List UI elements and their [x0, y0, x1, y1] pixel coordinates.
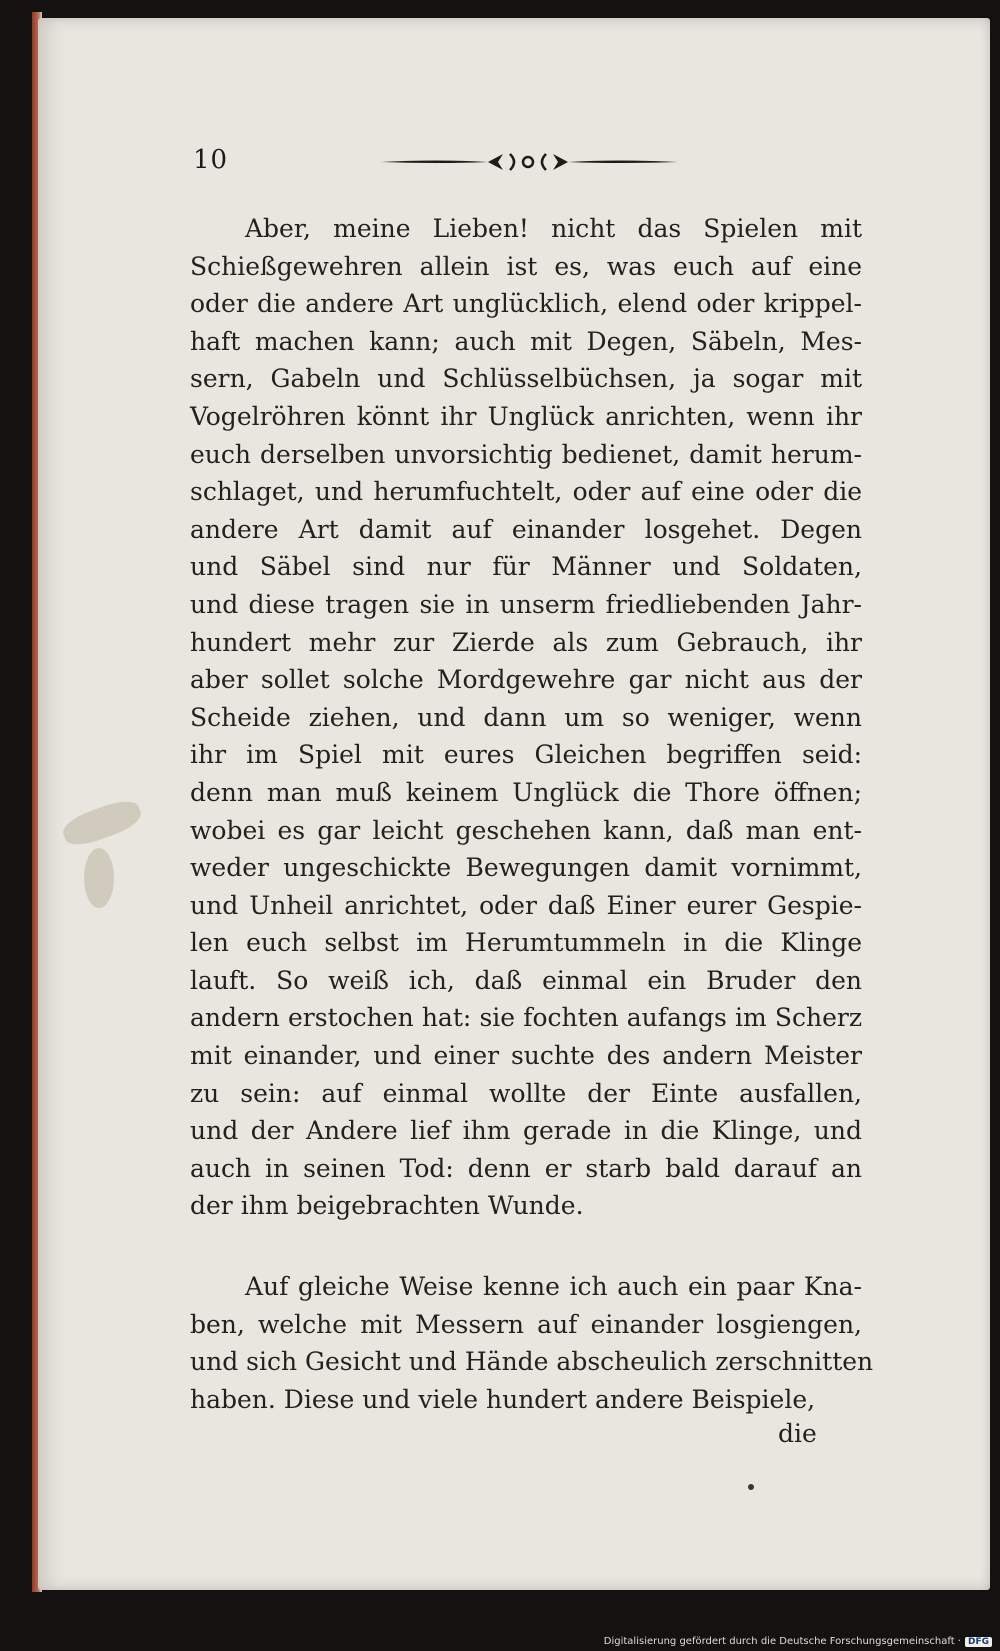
text-line: zu sein: auf einmal wollte der Einte ausfallen,	[190, 1078, 862, 1108]
header-ornament	[378, 144, 688, 180]
catchword: die	[778, 1419, 817, 1448]
text-line: wobei es gar leicht geschehen kann, daß man ent-	[190, 815, 862, 845]
text-line: haben. Diese und viele hundert andere Beispiele,	[190, 1384, 816, 1414]
dfg-logo: DFG	[965, 1637, 992, 1647]
text-line: andere Art damit auf einander losgehet. Degen	[190, 514, 862, 544]
page-number: 10	[193, 145, 229, 175]
text-line: hundert mehr zur Zierde als zum Gebrauch, ihr	[190, 627, 862, 657]
text-line: und Unheil anrichtet, oder daß Einer eurer Gespie-	[190, 890, 862, 920]
text-line: und sich Gesicht und Hände abscheulich zerschnitten	[190, 1347, 874, 1377]
text-line: auch in seinen Tod: denn er starb bald darauf an	[190, 1153, 862, 1183]
text-line: oder die andere Art unglücklich, elend oder krippel-	[190, 289, 862, 319]
paragraph	[190, 210, 862, 1225]
text-line: andern erstochen hat: sie fochten aufangs im Scherz	[190, 1003, 862, 1033]
text-line: euch derselben unvorsichtig bedienet, damit herum-	[190, 439, 862, 469]
text-line: und Säbel sind nur für Männer und Soldaten,	[190, 552, 862, 582]
footer-text: Digitalisierung gefördert durch die Deutsche Forschungsgemeinschaft ·	[603, 1636, 961, 1647]
text-line: mit einander, und einer suchte des andern Meister	[190, 1041, 862, 1071]
text-line: ihr im Spiel mit eures Gleichen begriffen seid:	[190, 740, 862, 770]
page-stain	[84, 848, 114, 908]
text-line: weder ungeschickte Bewegungen damit vornimmt,	[190, 853, 862, 883]
text-line: ben, welche mit Messern auf einander losgiengen,	[190, 1309, 862, 1339]
digitization-footer	[604, 1636, 992, 1647]
text-line: Aber, meine Lieben! nicht das Spielen mit	[245, 214, 862, 243]
paragraph	[190, 1268, 874, 1418]
text-line: Scheide ziehen, und dann um so weniger, wenn	[190, 702, 862, 732]
text-line: schlaget, und herumfuchtelt, oder auf eine oder die	[190, 477, 862, 507]
text-line: lauft. So weiß ich, daß einmal ein Bruder den	[190, 965, 862, 995]
text-line: Vogelröhren könnt ihr Unglück anrichten, wenn ihr	[190, 401, 862, 431]
text-line: der ihm beigebrachten Wunde.	[190, 1191, 584, 1221]
text-line: haft machen kann; auch mit Degen, Säbeln, Mes-	[190, 326, 862, 356]
text-line: Schießgewehren allein ist es, was euch auf eine	[190, 251, 862, 281]
text-line: len euch selbst im Herumtummeln in die Klinge	[190, 928, 862, 958]
text-line: aber sollet solche Mordgewehre gar nicht aus der	[190, 665, 862, 695]
text-line: Auf gleiche Weise kenne ich auch ein paar Kna-	[245, 1272, 862, 1301]
text-line: sern, Gabeln und Schlüsselbüchsen, ja sogar mit	[190, 364, 862, 394]
text-line: und der Andere lief ihm gerade in die Klinge, und	[190, 1116, 862, 1146]
ink-dot	[748, 1484, 754, 1490]
text-line: denn man muß keinem Unglück die Thore öffnen;	[190, 777, 862, 807]
text-line: und diese tragen sie in unserm friedliebenden Jahr-	[190, 589, 862, 619]
